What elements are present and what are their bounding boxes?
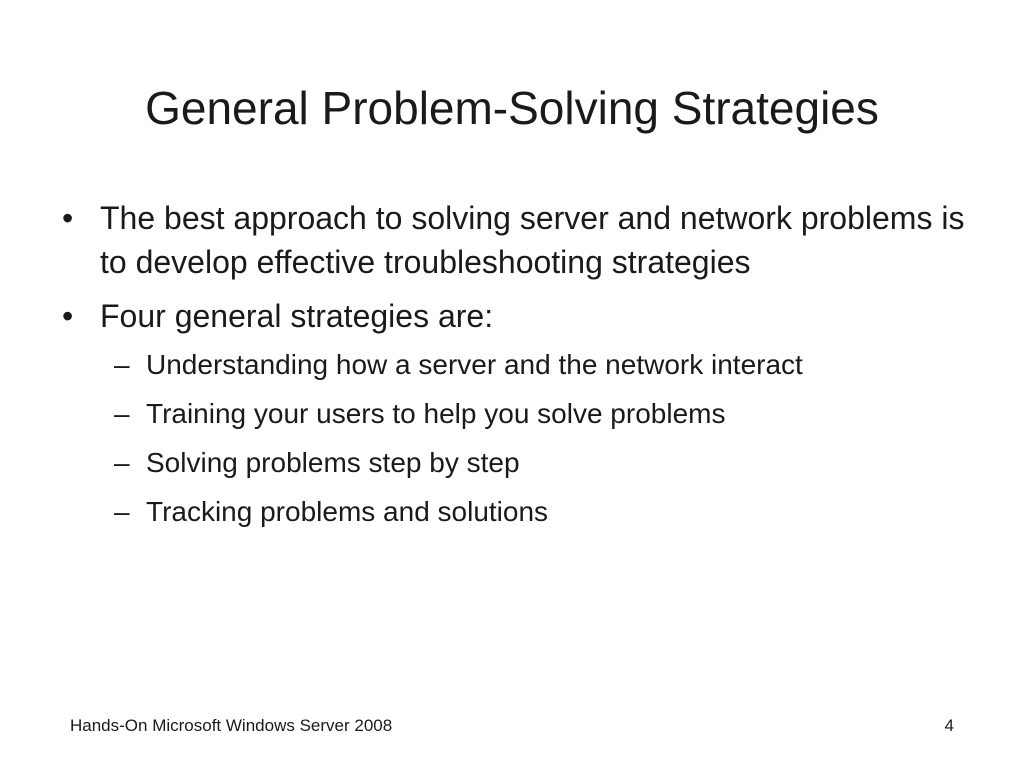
sub-bullet-text: Solving problems step by step — [146, 447, 520, 478]
sub-bullet-marker: – — [114, 349, 130, 380]
slide-title: General Problem-Solving Strategies — [145, 82, 879, 134]
bullet-item — [58, 196, 978, 284]
sub-bullet-list — [58, 348, 978, 529]
sub-bullet-marker: – — [114, 447, 130, 478]
bullet-text: Four general strategies are: — [100, 298, 494, 334]
bullet-item — [58, 294, 978, 338]
slide-body — [58, 196, 978, 544]
sub-bullet-marker: – — [114, 398, 130, 429]
page-number: 4 — [944, 716, 954, 735]
bullet-text: The best approach to solving server and network problems is to develop effective troubleshooting strategies — [100, 200, 965, 280]
sub-bullet-item — [58, 348, 978, 382]
sub-bullet-text: Tracking problems and solutions — [146, 496, 549, 527]
bullet-marker: • — [62, 200, 74, 236]
sub-bullet-marker: – — [114, 496, 130, 527]
sub-bullet-item — [58, 495, 978, 529]
sub-bullet-item — [58, 397, 978, 431]
sub-bullet-text: Understanding how a server and the network interact — [146, 349, 803, 380]
sub-bullet-item — [58, 446, 978, 480]
bullet-marker: • — [62, 298, 74, 334]
footer-text: Hands-On Microsoft Windows Server 2008 — [70, 716, 393, 735]
sub-bullet-text: Training your users to help you solve problems — [146, 398, 726, 429]
